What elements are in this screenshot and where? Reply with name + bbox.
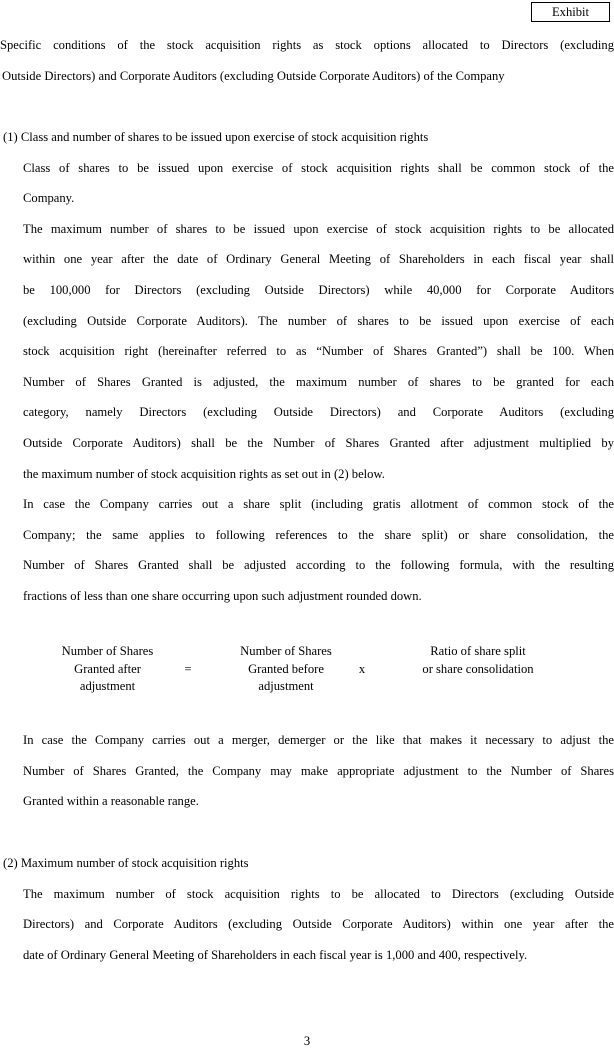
text-line: be 100,000 for Directors (excluding Outside Directors) while 40,000 for Corporate Auditors [23,282,614,297]
text-line: the maximum number of stock acquisition rights as set out in (2) below. [23,466,385,481]
text-line: Outside Corporate Auditors) shall be the Number of Shares Granted after adjustment multiplied by [23,435,614,450]
exhibit-label: Exhibit [531,2,610,22]
formula-text: adjustment [258,679,314,693]
formula-text: Number of Shares [240,644,332,658]
text-line: within one year after the date of Ordinary General Meeting of Shareholders in each fiscal year shall [23,252,614,267]
formula-ratio [398,643,558,678]
paragraph [0,725,614,817]
paragraph [0,489,614,611]
text-line: Company. [23,191,75,206]
text-line: Class of shares to be issued upon exercise of stock acquisition rights shall be common stock of the [23,160,614,175]
text-line: Number of Shares Granted shall be adjusted according to the following formula, with the resulting [23,558,614,573]
page-number: 3 [303,1034,311,1048]
text-line: category, namely Directors (excluding Outside Directors) and Corporate Auditors (excluding [23,405,614,420]
formula-text: Number of Shares [61,644,154,658]
paragraph [0,879,614,971]
text-line: Outside Directors) and Corporate Auditors (excluding Outside Corporate Auditors) of the Company [2,68,505,83]
formula-shares-before [218,643,354,696]
formula-times: x [358,661,366,676]
formula-equals: = [184,661,192,676]
text-line: The maximum number of stock acquisition rights to be allocated to Directors (excluding Outside [23,886,614,901]
text-line: Granted within a reasonable range. [23,794,199,809]
formula-shares-after [40,643,175,696]
text-line: Number of Shares Granted is adjusted, the maximum number of shares to be granted for each [23,374,614,389]
section-1 [0,122,614,612]
text-line: fractions of less than one share occurring upon such adjustment rounded down. [23,588,422,603]
text-line: The maximum number of shares to be issued upon exercise of stock acquisition rights to be allocated [23,221,614,236]
text-line: date of Ordinary General Meeting of Shareholders in each fiscal year is 1,000 and 400, respectively. [23,947,528,962]
text-line: Directors) and Corporate Auditors (excluding Outside Corporate Auditors) within one year after the [23,917,614,932]
formula-text: Ratio of share split [430,644,526,658]
text-line: (excluding Outside Corporate Auditors). The number of shares to be issued upon exercise of each [23,313,614,328]
formula-text: adjustment [79,679,136,693]
intro-paragraph [0,30,614,91]
text-line: Specific conditions of the stock acquisition rights as stock options allocated to Directors (excluding [0,38,614,52]
paragraph [0,153,614,214]
adjustment-formula [0,643,614,697]
section-heading: (2) Maximum number of stock acquisition rights [3,856,249,870]
text-line: In case the Company carries out a merger, demerger or the like that makes it necessary to adjust the [23,733,614,747]
section-heading: (1) Class and number of shares to be issued upon exercise of stock acquisition rights [3,130,429,144]
text-line: Company; the same applies to following references to the share split) or share consolidation, the [23,527,614,542]
formula-text: Granted after [74,661,141,676]
text-line: In case the Company carries out a share split (including gratis allotment of common stock of the [23,497,614,512]
formula-text: or share consolidation [422,661,534,676]
formula-text: Granted before [248,661,324,676]
paragraph [0,214,614,489]
text-line: stock acquisition right (hereinafter referred to as “Number of Shares Granted”) shall be 100. When [23,344,614,359]
section-2 [0,848,614,970]
text-line: Number of Shares Granted, the Company may make appropriate adjustment to the Number of Shares [23,763,614,778]
